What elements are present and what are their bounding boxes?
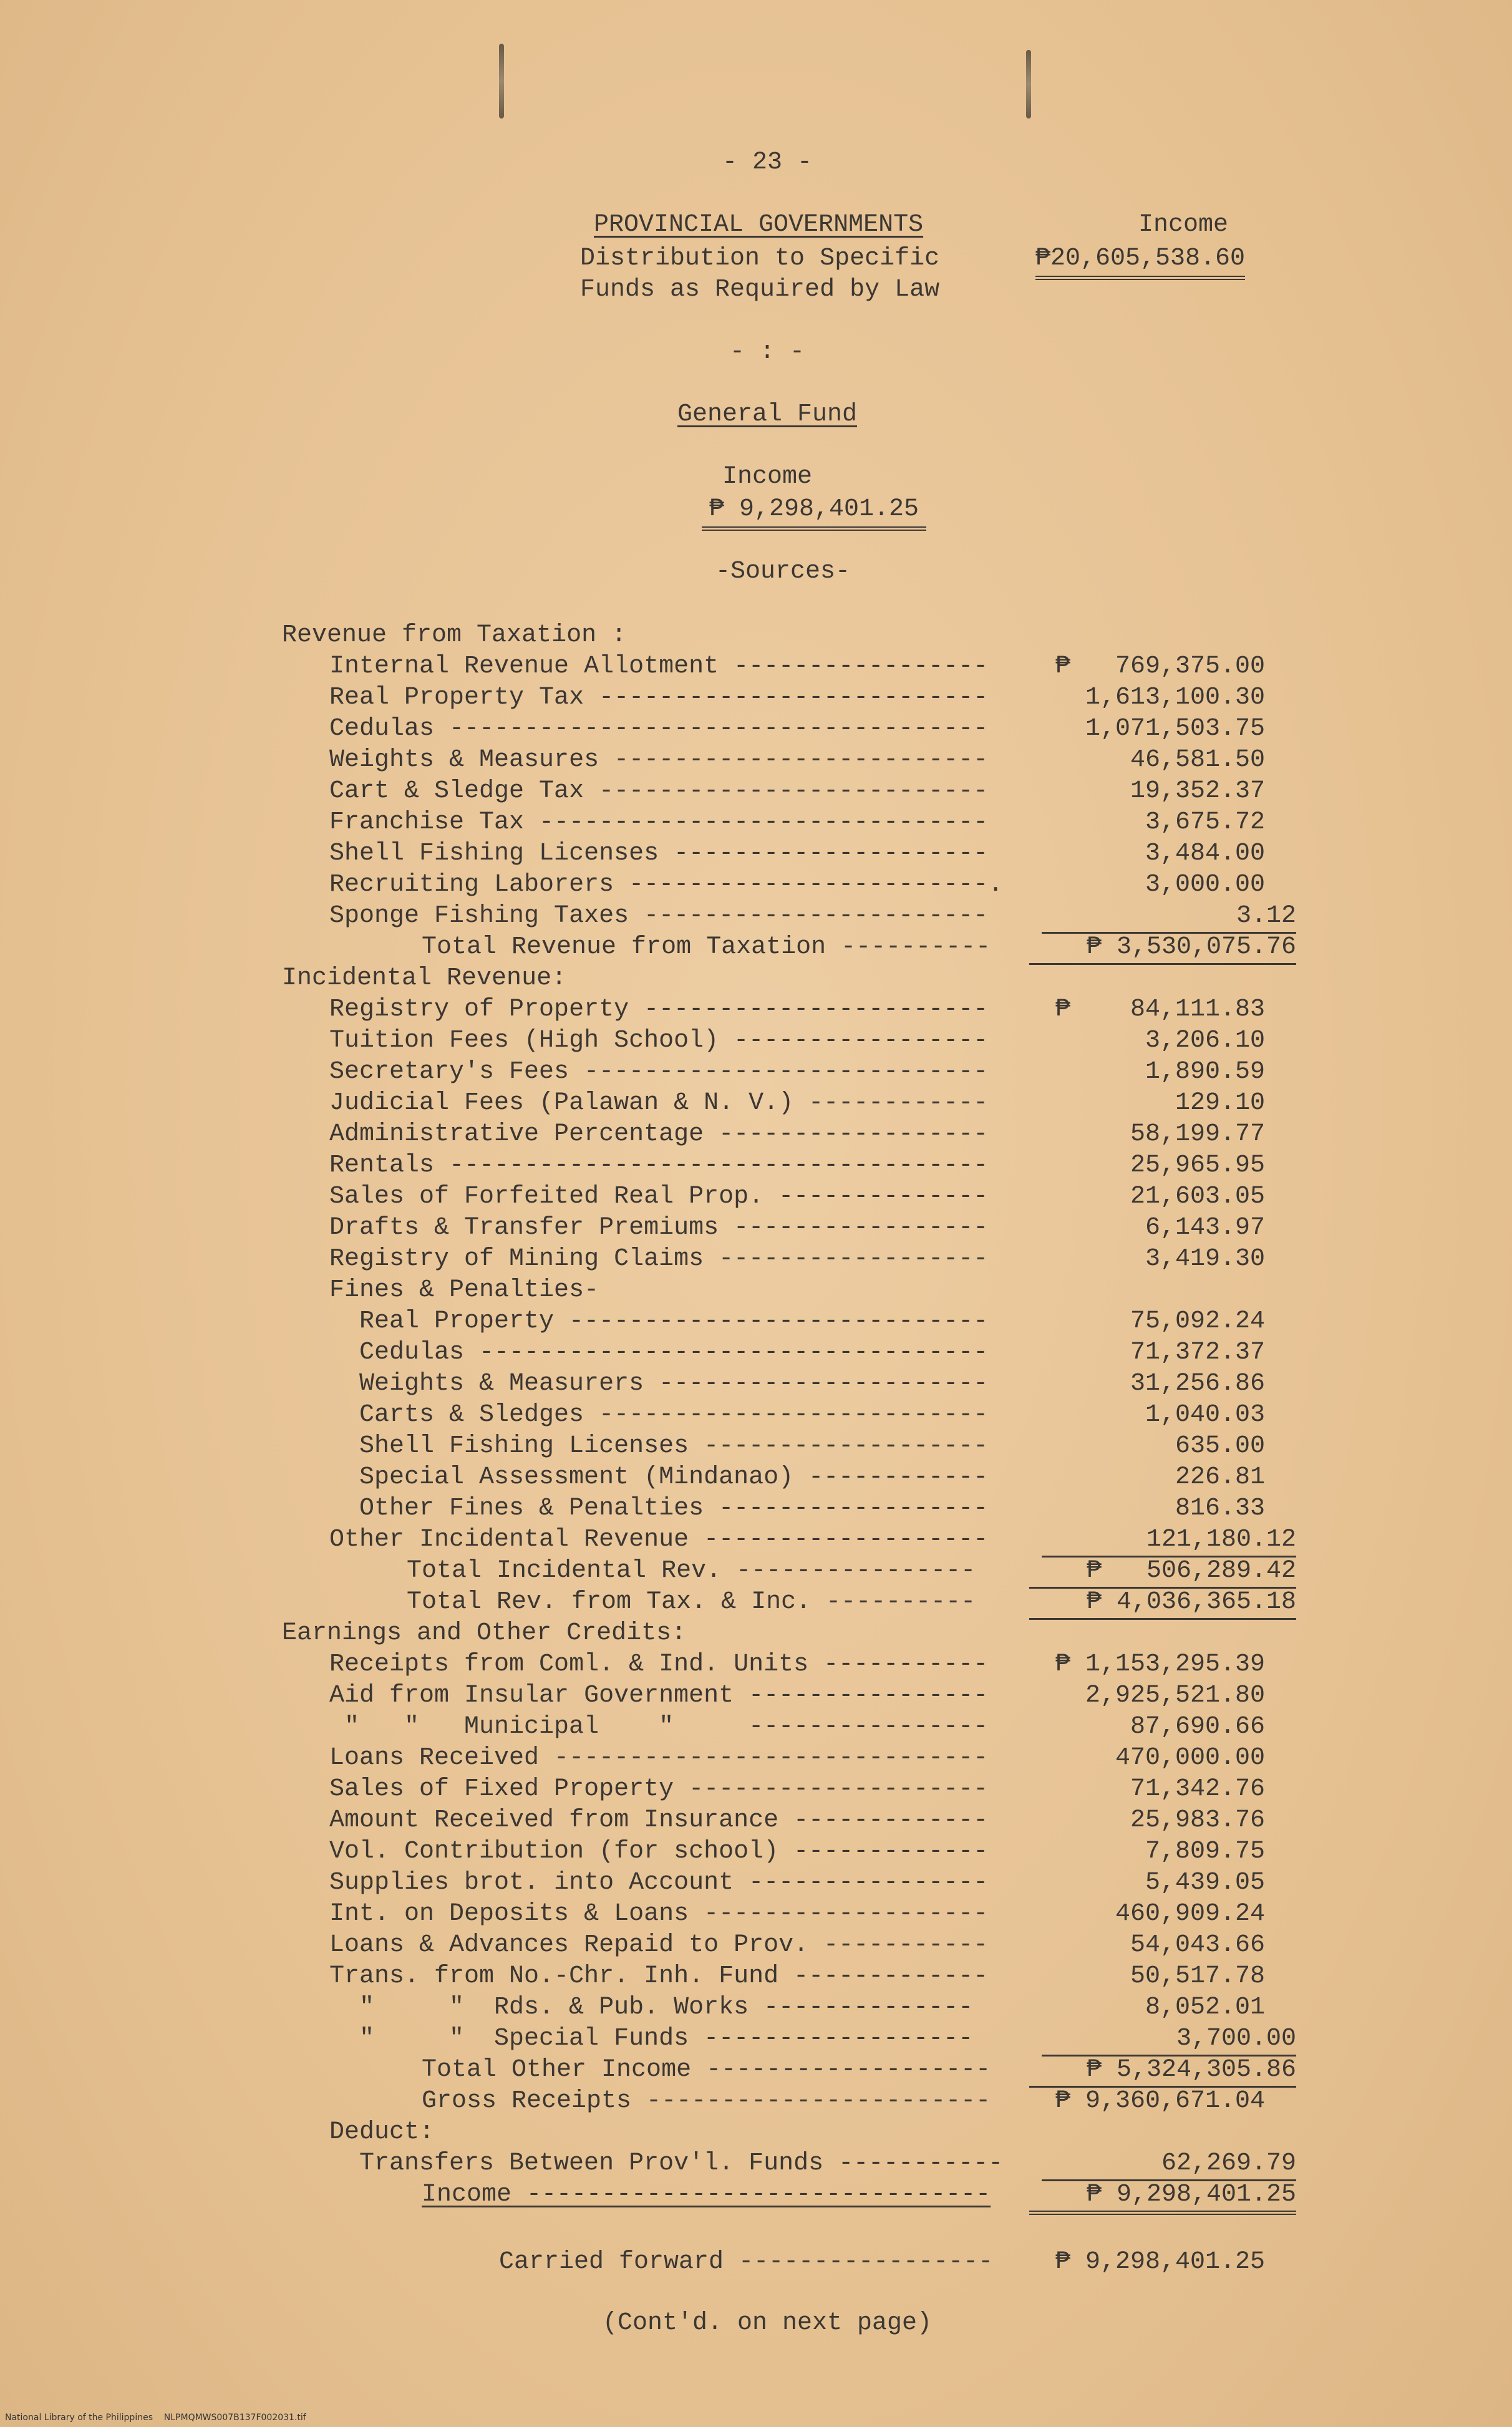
total-value: ₱ 5,324,305.86	[1029, 2055, 1296, 2088]
header-income-label: Income	[1138, 211, 1229, 239]
header-income-value: ₱20,605,538.60	[1035, 243, 1245, 280]
fund-name: General Fund	[677, 400, 858, 429]
row-label: Drafts & Transfer Premiums -----------------	[329, 1214, 989, 1242]
row-label: Weights & Measures -------------------------	[329, 746, 989, 774]
separator: - : -	[729, 338, 805, 366]
page-number: - 23 -	[722, 148, 813, 177]
row-value: 129.10	[1175, 1089, 1265, 1117]
row-value: 816.33	[1175, 1494, 1265, 1523]
row-value: 71,372.37	[1130, 1339, 1265, 1367]
row-value: 5,439.05	[1145, 1869, 1265, 1897]
row-value: 226.81	[1175, 1463, 1265, 1491]
row-label: Special Assessment (Mindanao) ------------	[359, 1463, 989, 1491]
row-label: Loans & Advances Repaid to Prov. -----------	[329, 1931, 989, 1959]
row-label: Shell Fishing Licenses ---------------------	[329, 840, 989, 868]
row-label: Sponge Fishing Taxes -----------------------	[329, 902, 989, 930]
row-value: 25,983.76	[1130, 1806, 1265, 1834]
row-label: Cart & Sledge Tax --------------------------	[329, 777, 989, 805]
row-value: 21,603.05	[1130, 1183, 1265, 1211]
row-value: 3,206.10	[1145, 1027, 1265, 1055]
row-value: 460,909.24	[1115, 1900, 1265, 1928]
header-subtitle-1: Distribution to Specific	[580, 245, 940, 273]
row-value: 3.12	[1042, 901, 1296, 934]
row-label: Shell Fishing Licenses -------------------	[359, 1432, 989, 1460]
row-value: 58,199.77	[1130, 1120, 1265, 1148]
archive-footer: National Library of the Philippines NLPMQMWS007B137F002031.tif	[5, 2413, 306, 2423]
row-value: 31,256.86	[1130, 1370, 1265, 1398]
row-label: Loans Received -----------------------------	[329, 1744, 989, 1772]
row-label: Other Incidental Revenue -------------------	[329, 1526, 989, 1554]
section-heading-taxation: Revenue from Taxation :	[282, 621, 627, 649]
net-income-label: Income -------------------------------	[422, 2181, 991, 2209]
row-label: Franchise Tax ------------------------------	[329, 808, 989, 836]
row-value: 635.00	[1175, 1432, 1265, 1460]
row-label: Trans. from No.-Chr. Inh. Fund -------------	[329, 1962, 989, 1990]
row-label: Secretary's Fees ---------------------------	[329, 1058, 989, 1086]
row-value: 3,000.00	[1145, 871, 1265, 899]
subsection-heading-fines: Fines & Penalties-	[329, 1276, 599, 1304]
total-label: Total Other Income -------------------	[422, 2056, 991, 2084]
row-label: Weights & Measurers ----------------------	[359, 1370, 989, 1398]
row-label: " " Special Funds ------------------	[359, 2025, 974, 2053]
row-value: 25,965.95	[1130, 1151, 1265, 1180]
row-value: 19,352.37	[1130, 777, 1265, 805]
row-label: Other Fines & Penalties ------------------	[359, 1494, 989, 1523]
total-label: Total Incidental Rev. ----------------	[407, 1557, 976, 1585]
row-value: 87,690.66	[1130, 1713, 1265, 1741]
row-value: ₱ 84,111.83	[1055, 996, 1265, 1024]
row-label: Rentals ------------------------------------	[329, 1151, 989, 1180]
section-heading-earnings: Earnings and Other Credits:	[282, 1619, 687, 1647]
row-value: 3,484.00	[1145, 840, 1265, 868]
header-title: PROVINCIAL GOVERNMENTS	[594, 211, 924, 239]
row-label: Administrative Percentage ------------------	[329, 1120, 989, 1148]
row-value: 1,890.59	[1145, 1058, 1265, 1086]
row-value: 8,052.01	[1145, 1993, 1265, 2022]
row-value: 121,180.12	[1042, 1524, 1296, 1557]
row-value: ₱ 1,153,295.39	[1055, 1650, 1265, 1679]
row-label: Sales of Fixed Property --------------------	[329, 1775, 989, 1803]
total-value: ₱ 4,036,365.18	[1029, 1587, 1296, 1620]
row-value: 1,613,100.30	[1085, 684, 1265, 712]
row-value: 50,517.78	[1130, 1962, 1265, 1990]
row-label: Registry of Mining Claims ------------------	[329, 1245, 989, 1273]
total-value: ₱ 506,289.42	[1029, 1556, 1296, 1589]
row-value: 7,809.75	[1145, 1838, 1265, 1866]
carried-forward-label: Carried forward -----------------	[499, 2248, 994, 2276]
staple-mark-right	[1026, 50, 1031, 119]
row-label: Vol. Contribution (for school) -------------	[329, 1838, 989, 1866]
row-value: ₱ 769,375.00	[1055, 652, 1265, 681]
row-label: Carts & Sledges --------------------------	[359, 1401, 989, 1429]
row-value: 71,342.76	[1130, 1775, 1265, 1803]
row-label: Receipts from Coml. & Ind. Units -----------	[329, 1650, 989, 1679]
row-value: 3,675.72	[1145, 808, 1265, 836]
row-label: " " Rds. & Pub. Works --------------	[359, 1993, 974, 2022]
total-label: Total Revenue from Taxation ----------	[422, 933, 991, 961]
row-label: Real Property Tax --------------------------	[329, 684, 989, 712]
row-value: 46,581.50	[1130, 746, 1265, 774]
total-label: Total Rev. from Tax. & Inc. ----------	[407, 1588, 976, 1616]
row-label: Judicial Fees (Palawan & N. V.) ------------	[329, 1089, 989, 1117]
row-label: Internal Revenue Allotment -----------------	[329, 652, 989, 681]
row-label: Registry of Property -----------------------	[329, 996, 989, 1024]
section-heading-incidental: Incidental Revenue:	[282, 964, 567, 992]
total-value: ₱ 3,530,075.76	[1029, 932, 1296, 965]
staple-mark-left	[499, 44, 504, 119]
continued-note: (Cont'd. on next page)	[602, 2309, 933, 2337]
total-value: ₱ 9,360,671.04	[1055, 2087, 1265, 2115]
row-value: 2,925,521.80	[1085, 1682, 1265, 1710]
row-label: Aid from Insular Government ----------------	[329, 1682, 989, 1710]
row-value: 1,071,503.75	[1085, 715, 1265, 743]
row-value: 54,043.66	[1130, 1931, 1265, 1959]
fund-income-label: Income	[722, 463, 813, 491]
row-label: Transfers Between Prov'l. Funds -----------	[359, 2149, 1004, 2178]
row-value: 62,269.79	[1042, 2148, 1296, 2181]
row-label: Int. on Deposits & Loans -------------------	[329, 1900, 989, 1928]
row-label: Cedulas ----------------------------------	[359, 1339, 989, 1367]
row-value: 3,700.00	[1042, 2023, 1296, 2056]
row-value: 1,040.03	[1145, 1401, 1265, 1429]
section-heading-deduct: Deduct:	[329, 2118, 435, 2146]
row-label: Supplies brot. into Account ----------------	[329, 1869, 989, 1897]
fund-income-value: ₱ 9,298,401.25	[702, 494, 926, 531]
row-value: 75,092.24	[1130, 1307, 1265, 1335]
row-label: Tuition Fees (High School) -----------------	[329, 1027, 989, 1055]
carried-forward-value: ₱ 9,298,401.25	[1055, 2248, 1265, 2276]
row-value: 470,000.00	[1115, 1744, 1265, 1772]
row-value: 6,143.97	[1145, 1214, 1265, 1242]
sources-label: -Sources-	[715, 558, 851, 586]
row-label: Recruiting Laborers ------------------------.	[329, 871, 1004, 899]
header-subtitle-2: Funds as Required by Law	[580, 276, 940, 304]
row-label: Amount Received from Insurance -------------	[329, 1806, 989, 1834]
net-income-value: ₱ 9,298,401.25	[1029, 2179, 1296, 2215]
row-label: Sales of Forfeited Real Prop. --------------	[329, 1183, 989, 1211]
row-label: Cedulas ------------------------------------	[329, 715, 989, 743]
total-label: Gross Receipts -----------------------	[422, 2087, 991, 2115]
row-label: " " Municipal " ----------------	[344, 1713, 989, 1741]
row-label: Real Property ----------------------------	[359, 1307, 989, 1335]
row-value: 3,419.30	[1145, 1245, 1265, 1273]
